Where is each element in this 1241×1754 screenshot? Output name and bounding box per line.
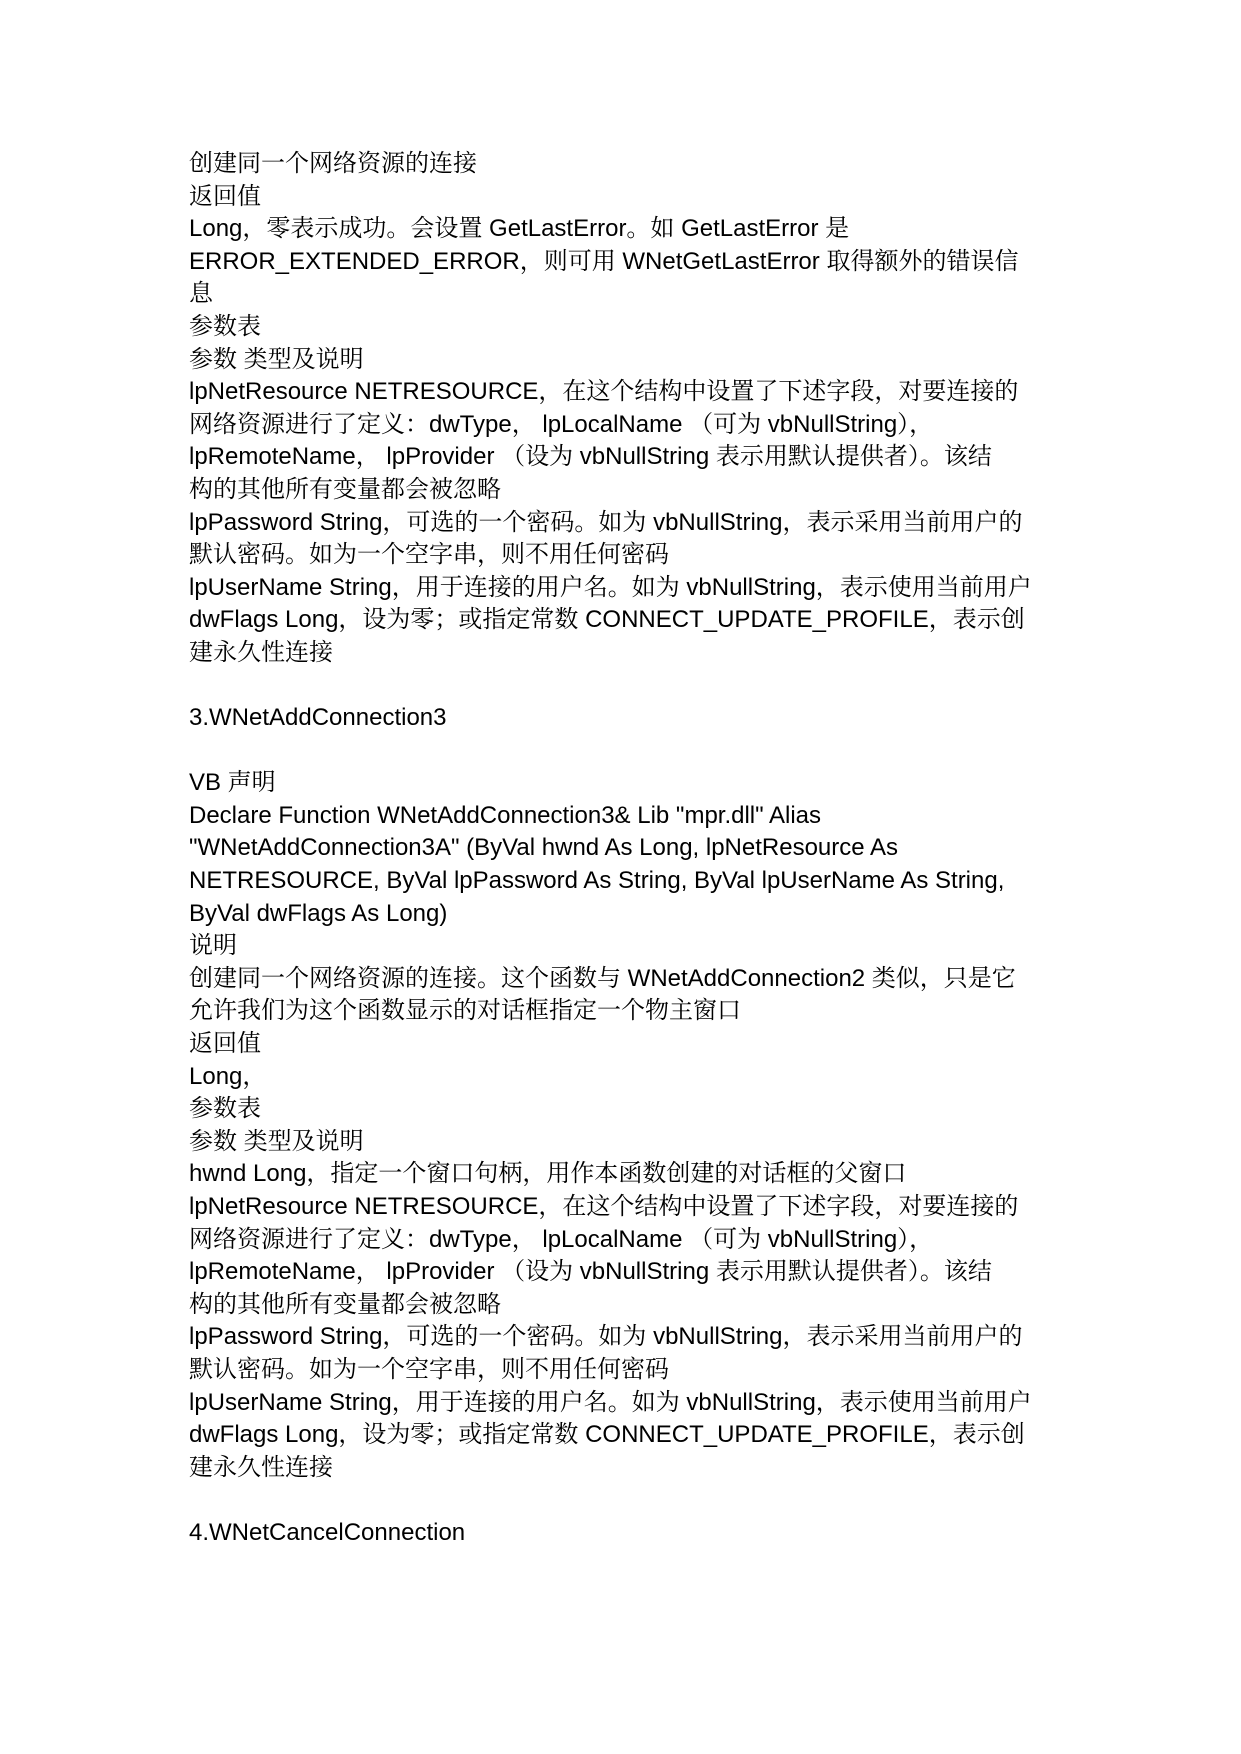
text-line: 参数表	[189, 312, 261, 340]
text-line: 参数 类型及说明	[189, 1127, 364, 1155]
text-line: Long，零表示成功。会设置 GetLastError。如 GetLastError 是	[189, 215, 850, 243]
text-line: NETRESOURCE, ByVal lpPassword As String, ByVal lpUserName As String,	[189, 867, 1005, 895]
text-line: ByVal dwFlags As Long)	[189, 899, 448, 927]
text-line: ERROR_EXTENDED_ERROR，则可用 WNetGetLastError 取得额外的错误信	[189, 247, 1019, 275]
text-line: 说明	[189, 932, 237, 960]
text-line: 构的其他所有变量都会被忽略	[189, 475, 501, 503]
text-line: 默认密码。如为一个空字串，则不用任何密码	[189, 541, 669, 569]
text-line: lpPassword String，可选的一个密码。如为 vbNullString，表示采用当前用户的	[189, 1323, 1023, 1351]
text-line: 创建同一个网络资源的连接	[189, 150, 477, 177]
text-line: 返回值	[189, 182, 261, 210]
text-line: lpUserName String，用于连接的用户名。如为 vbNullString，表示使用当前用户	[189, 573, 1032, 601]
text-line: lpNetResource NETRESOURCE，在这个结构中设置了下述字段，对要连接的	[189, 378, 1019, 406]
text-line: 息	[189, 280, 213, 308]
text-line: 建永久性连接	[189, 1453, 333, 1481]
text-line: lpNetResource NETRESOURCE，在这个结构中设置了下述字段，对要连接的	[189, 1193, 1019, 1220]
text-line: 参数 类型及说明	[189, 345, 364, 373]
text-line: 允许我们为这个函数显示的对话框指定一个物主窗口	[189, 997, 741, 1025]
blank-line	[189, 670, 1069, 703]
document-page	[189, 148, 1069, 1550]
text-line: dwFlags Long，设为零；或指定常数 CONNECT_UPDATE_PROFILE，表示创	[189, 1421, 1025, 1449]
text-line: 建永久性连接	[189, 638, 333, 666]
text-line: 网络资源进行了定义：dwType， lpLocalName （可为 vbNullString），	[189, 1225, 934, 1253]
text-line: 默认密码。如为一个空字串，则不用任何密码	[189, 1355, 669, 1383]
text-line: Long，	[189, 1062, 267, 1090]
text-line: "WNetAddConnection3A" (ByVal hwnd As Long, lpNetResource As	[189, 834, 898, 862]
text-line: 参数表	[189, 1095, 261, 1123]
section-heading: 3.WNetAddConnection3	[189, 704, 447, 732]
text-line: 构的其他所有变量都会被忽略	[189, 1290, 501, 1318]
text-line: hwnd Long，指定一个窗口句柄，用作本函数创建的对话框的父窗口	[189, 1160, 907, 1188]
text-line: Declare Function WNetAddConnection3& Lib "mpr.dll" Alias	[189, 801, 822, 829]
text-line: 返回值	[189, 1030, 261, 1058]
text-line: 网络资源进行了定义：dwType， lpLocalName （可为 vbNullString），	[189, 410, 934, 438]
text-line: dwFlags Long，设为零；或指定常数 CONNECT_UPDATE_PROFILE，表示创	[189, 606, 1025, 634]
blank-line	[189, 1484, 1069, 1517]
section-heading: 4.WNetCancelConnection	[189, 1518, 466, 1546]
text-line: 创建同一个网络资源的连接。这个函数与 WNetAddConnection2 类似，只是它	[189, 964, 1016, 992]
text-line: lpRemoteName， lpProvider （设为 vbNullString 表示用默认提供者）。该结	[189, 1258, 992, 1286]
text-line: lpRemoteName， lpProvider （设为 vbNullString 表示用默认提供者）。该结	[189, 443, 992, 471]
text-line: lpPassword String，可选的一个密码。如为 vbNullString，表示采用当前用户的	[189, 508, 1023, 536]
blank-line	[189, 735, 1069, 768]
text-line: VB 声明	[189, 769, 276, 797]
text-line: lpUserName String，用于连接的用户名。如为 vbNullString，表示使用当前用户	[189, 1388, 1032, 1416]
